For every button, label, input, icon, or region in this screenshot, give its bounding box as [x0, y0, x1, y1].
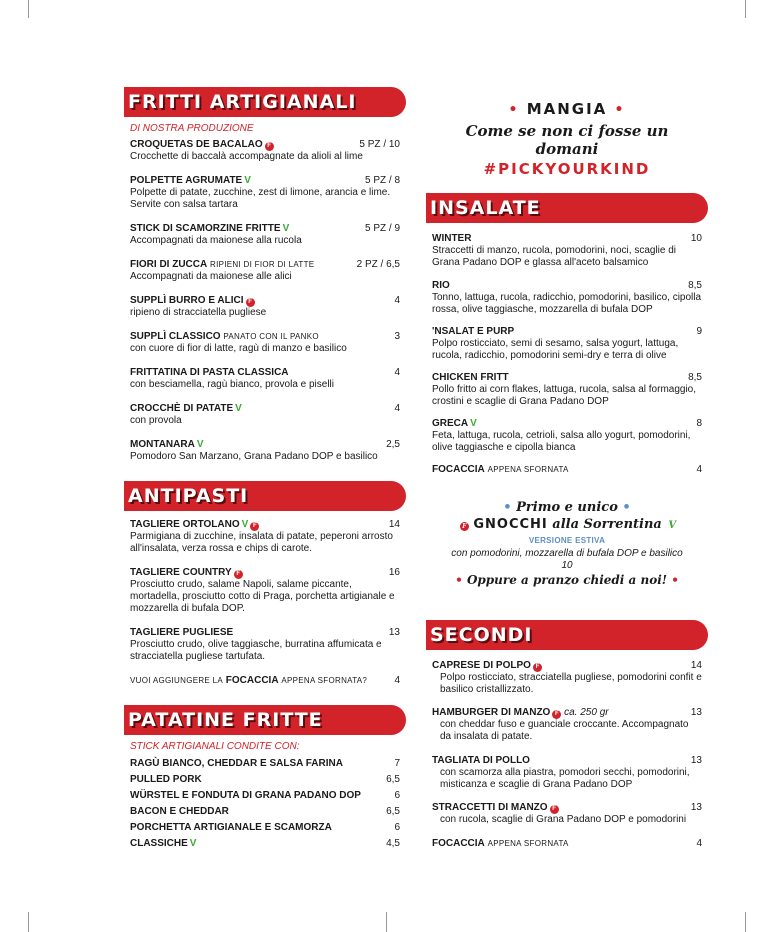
fried-icon: F — [246, 298, 255, 307]
addon-prefix: VUOI AGGIUNGERE LA — [130, 676, 223, 685]
item-price: 6,5 — [386, 806, 400, 817]
item-name: POLPETTE AGRUMATE — [130, 175, 243, 186]
item-desc: Accompagnati da maionese alle alici — [130, 271, 292, 282]
menu-item — [432, 372, 702, 408]
section-banner-fritti: FRITTI ARTIGIANALI — [124, 87, 406, 117]
item-name: CLASSICHE — [130, 838, 188, 849]
menu-item — [130, 367, 400, 391]
item-name: STRACCETTI DI MANZO — [432, 802, 548, 813]
item-name: TAGLIERE PUGLIESE — [130, 627, 234, 638]
item-price: 2 PZ / 6,5 — [356, 259, 400, 270]
item-desc: con scamorza alla piastra, pomodori secchi, pomodorini, misticanza e scaglie di Grana Padano DOP — [440, 767, 690, 790]
vegetarian-icon: V — [282, 223, 290, 234]
item-name: TAGLIATA DI POLLO — [432, 755, 530, 766]
list-item — [130, 806, 400, 817]
menu-item — [130, 627, 400, 663]
addon-suffix: APPENA SFORNATA? — [281, 676, 368, 685]
item-desc: con cheddar fuso e guanciale croccante. Accompagnato da insalata di patate. — [440, 719, 689, 742]
mangia-tagline: Come se non ci fosse un domani — [465, 122, 669, 158]
menu-item — [130, 295, 400, 319]
item-name: CHICKEN FRITT — [432, 372, 509, 383]
item-price: 4,5 — [386, 838, 400, 849]
vegetarian-icon: V — [189, 838, 197, 849]
item-desc: Pomodoro San Marzano, Grana Padano DOP e basilico — [130, 451, 378, 462]
versione-label: VERSIONE ESTIVA — [528, 536, 606, 545]
fried-icon: F — [250, 522, 259, 531]
item-extra: ca. 250 gr — [564, 707, 609, 718]
item-desc: con provola — [130, 415, 182, 426]
item-price: 10 — [690, 233, 702, 244]
item-price: 8,5 — [688, 280, 702, 291]
item-price: 4 — [394, 403, 400, 414]
mangia-title: • MANGIA • — [508, 100, 626, 118]
menu-item — [432, 418, 702, 454]
menu-item — [432, 233, 702, 269]
item-price: 14 — [690, 660, 702, 671]
item-desc: Prosciutto crudo, salame Napoli, salame piccante, mortadella, prosciutto cotto di Praga, porchetta artigianale e mozzarella di bufala DOP. — [130, 579, 395, 614]
menu-item — [432, 802, 702, 826]
fried-icon: F — [552, 710, 561, 719]
menu-item — [130, 439, 400, 463]
mangia-hashtag: #PICKYOURKIND — [483, 160, 651, 178]
item-note: APPENA SFORNATA — [487, 465, 569, 474]
item-name: WINTER — [432, 233, 472, 244]
item-note: RIPIENI DI FIOR DI LATTE — [210, 260, 315, 269]
item-note: APPENA SFORNATA — [487, 839, 569, 848]
section-banner-patatine: PATATINE FRITTE — [124, 705, 406, 735]
item-name: RIO — [432, 280, 450, 291]
list-item — [130, 838, 400, 849]
vegetarian-icon: V — [241, 519, 249, 530]
item-name: CROCCHÈ DI PATATE — [130, 403, 234, 414]
item-desc: con cuore di fior di latte, ragù di manzo e basilico — [130, 343, 347, 354]
gnocchi-rest: alla Sorrentina — [552, 517, 662, 532]
item-price: 13 — [690, 755, 702, 766]
menu-item — [432, 660, 702, 696]
item-desc: con rucola, scaglie di Grana Padano DOP e pomodorini — [440, 814, 687, 825]
item-name: GRECA — [432, 418, 469, 429]
item-desc: Polpo rosticciato, semi di sesamo, salsa yogurt, lattuga, rucola, radicchio, pomodorini semi-dry e terra di olive — [432, 338, 679, 361]
item-name: PORCHETTA ARTIGIANALE E SCAMORZA — [130, 822, 332, 833]
focaccia-row — [432, 838, 702, 850]
item-name: RAGÙ BIANCO, CHEDDAR E SALSA FARINA — [130, 758, 343, 769]
section-banner-antipasti: ANTIPASTI — [124, 481, 406, 511]
menu-item — [130, 175, 400, 211]
vegetarian-icon: V — [470, 418, 477, 429]
item-price: 13 — [388, 627, 400, 638]
item-desc: Parmigiana di zucchine, insalata di patate, peperoni arrosto all'insalata, verza rossa e chips di carote. — [130, 531, 393, 554]
item-name: TAGLIERE ORTOLANO — [130, 519, 240, 530]
mangia-header — [432, 100, 702, 178]
menu-item — [130, 331, 400, 355]
fried-icon: F — [533, 663, 542, 672]
patatine-subtitle: STICK ARTIGIANALI CONDITE CON: — [130, 741, 300, 752]
item-desc: Polpo rosticciato, stracciatella pugliese, pomodorini confit e basilico cristallizzato. — [440, 672, 702, 695]
focaccia-addon — [130, 675, 400, 687]
item-name: FOCACCIA — [432, 838, 485, 849]
menu-item — [432, 707, 702, 743]
item-price: 4 — [394, 295, 400, 306]
menu-item — [130, 223, 400, 247]
item-price: 7 — [394, 758, 400, 769]
item-price: 8 — [696, 418, 702, 429]
item-price: 5 PZ / 10 — [359, 139, 400, 150]
list-item — [130, 758, 400, 769]
crop-mark — [745, 0, 746, 18]
crop-mark — [386, 912, 387, 932]
crop-mark — [28, 0, 29, 18]
menu-item — [432, 755, 702, 791]
fried-icon: F — [460, 522, 469, 531]
vegetarian-icon: V — [196, 439, 204, 450]
item-desc: Accompagnati da maionese alla rucola — [130, 235, 302, 246]
menu-item — [130, 519, 400, 555]
item-name: FOCACCIA — [432, 464, 485, 475]
menu-item — [130, 567, 400, 615]
item-price: 6 — [394, 790, 400, 801]
item-price: 2,5 — [386, 439, 400, 450]
item-name: PULLED PORK — [130, 774, 202, 785]
primo-desc: con pomodorini, mozzarella di bufala DOP e basilico — [451, 548, 683, 559]
item-price: 5 PZ / 9 — [364, 223, 400, 234]
item-name: MONTANARA — [130, 439, 195, 450]
menu-item — [130, 403, 400, 427]
item-price: 14 — [388, 519, 400, 530]
item-name: SUPPLÌ BURRO E ALICI — [130, 295, 244, 306]
list-item — [130, 774, 400, 785]
item-desc: Feta, lattuga, rucola, cetrioli, salsa allo yogurt, pomodorini, olive taggiasche e cipolla bianca — [432, 430, 691, 453]
item-desc: Straccetti di manzo, rucola, pomodorini, noci, scaglie di Grana Padano DOP e glassa all'aceto balsamico — [432, 245, 677, 268]
vegetarian-icon: V — [235, 403, 242, 414]
focaccia-row — [432, 464, 702, 476]
item-desc: Polpette di patate, zucchine, zest di limone, arancia e lime. Servite con salsa tartara — [130, 187, 391, 210]
gnocchi-line — [432, 517, 702, 532]
item-price: 13 — [690, 707, 702, 718]
item-desc: ripieno di stracciatella pugliese — [130, 307, 267, 318]
item-price: 4 — [696, 464, 702, 475]
item-price: 6,5 — [386, 774, 400, 785]
item-price: 6 — [394, 822, 400, 833]
item-name: BACON E CHEDDAR — [130, 806, 229, 817]
gnocchi-name: GNOCCHI — [473, 517, 548, 532]
addon-focaccia: FOCACCIA — [225, 675, 279, 686]
primo-price: 10 — [561, 560, 573, 571]
section-banner-insalate: INSALATE — [426, 193, 708, 223]
item-price: 3 — [394, 331, 400, 342]
item-desc: con besciamella, ragù bianco, provola e piselli — [130, 379, 335, 390]
crop-mark — [28, 912, 29, 932]
menu-item — [432, 326, 702, 362]
item-price: 4 — [394, 675, 400, 686]
item-price: 16 — [388, 567, 400, 578]
fried-icon: F — [265, 142, 274, 151]
item-name: STICK DI SCAMORZINE FRITTE — [130, 223, 281, 234]
item-desc: Tonno, lattuga, rucola, radicchio, pomodorini, basilico, cipolla rossa, olive taggiasche, mozzarella di bufala DOP — [432, 292, 702, 315]
item-price: 4 — [394, 367, 400, 378]
menu-item — [432, 280, 702, 316]
fried-icon: F — [234, 570, 243, 579]
item-price: 5 PZ / 8 — [364, 175, 400, 186]
primo-title: • Primo e unico • — [503, 500, 631, 515]
vegetarian-icon: V — [244, 175, 251, 186]
item-price: 8,5 — [688, 372, 702, 383]
item-note: PANATO CON IL PANKO — [223, 332, 319, 341]
crop-mark — [745, 912, 746, 932]
oppure-line: • Oppure a pranzo chiedi a noi! • — [455, 573, 679, 587]
item-name: FIORI DI ZUCCA — [130, 259, 208, 270]
item-name: HAMBURGER DI MANZO — [432, 707, 551, 718]
list-item — [130, 822, 400, 833]
section-banner-secondi: SECONDI — [426, 620, 708, 650]
item-desc: Prosciutto crudo, olive taggiasche, burratina affumicata e stracciatella pugliese tartufata. — [130, 639, 382, 662]
item-price: 13 — [690, 802, 702, 813]
item-name: CAPRESE DI POLPO — [432, 660, 531, 671]
fritti-subtitle: DI NOSTRA PRODUZIONE — [130, 123, 254, 134]
primo-box — [432, 500, 702, 587]
menu-item — [130, 139, 400, 163]
item-name: CROQUETAS DE BACALAO — [130, 139, 263, 150]
fried-icon: F — [550, 805, 559, 814]
item-name: SUPPLÌ CLASSICO — [130, 331, 221, 342]
vegetarian-icon: V — [668, 520, 677, 531]
item-name: WÜRSTEL E FONDUTA DI GRANA PADANO DOP — [130, 790, 361, 801]
item-price: 4 — [696, 838, 702, 849]
menu-item — [130, 259, 400, 283]
item-price: 9 — [696, 326, 702, 337]
item-name: TAGLIERE COUNTRY — [130, 567, 232, 578]
item-name: FRITTATINA DI PASTA CLASSICA — [130, 367, 289, 378]
list-item — [130, 790, 400, 801]
item-name: 'NSALAT E PURP — [432, 326, 515, 337]
item-desc: Crocchette di baccalà accompagnate da alioli al lime — [130, 151, 363, 162]
item-desc: Pollo fritto ai corn flakes, lattuga, rucola, salsa al formaggio, crostini e scaglie di Grana Padano DOP — [432, 384, 697, 407]
